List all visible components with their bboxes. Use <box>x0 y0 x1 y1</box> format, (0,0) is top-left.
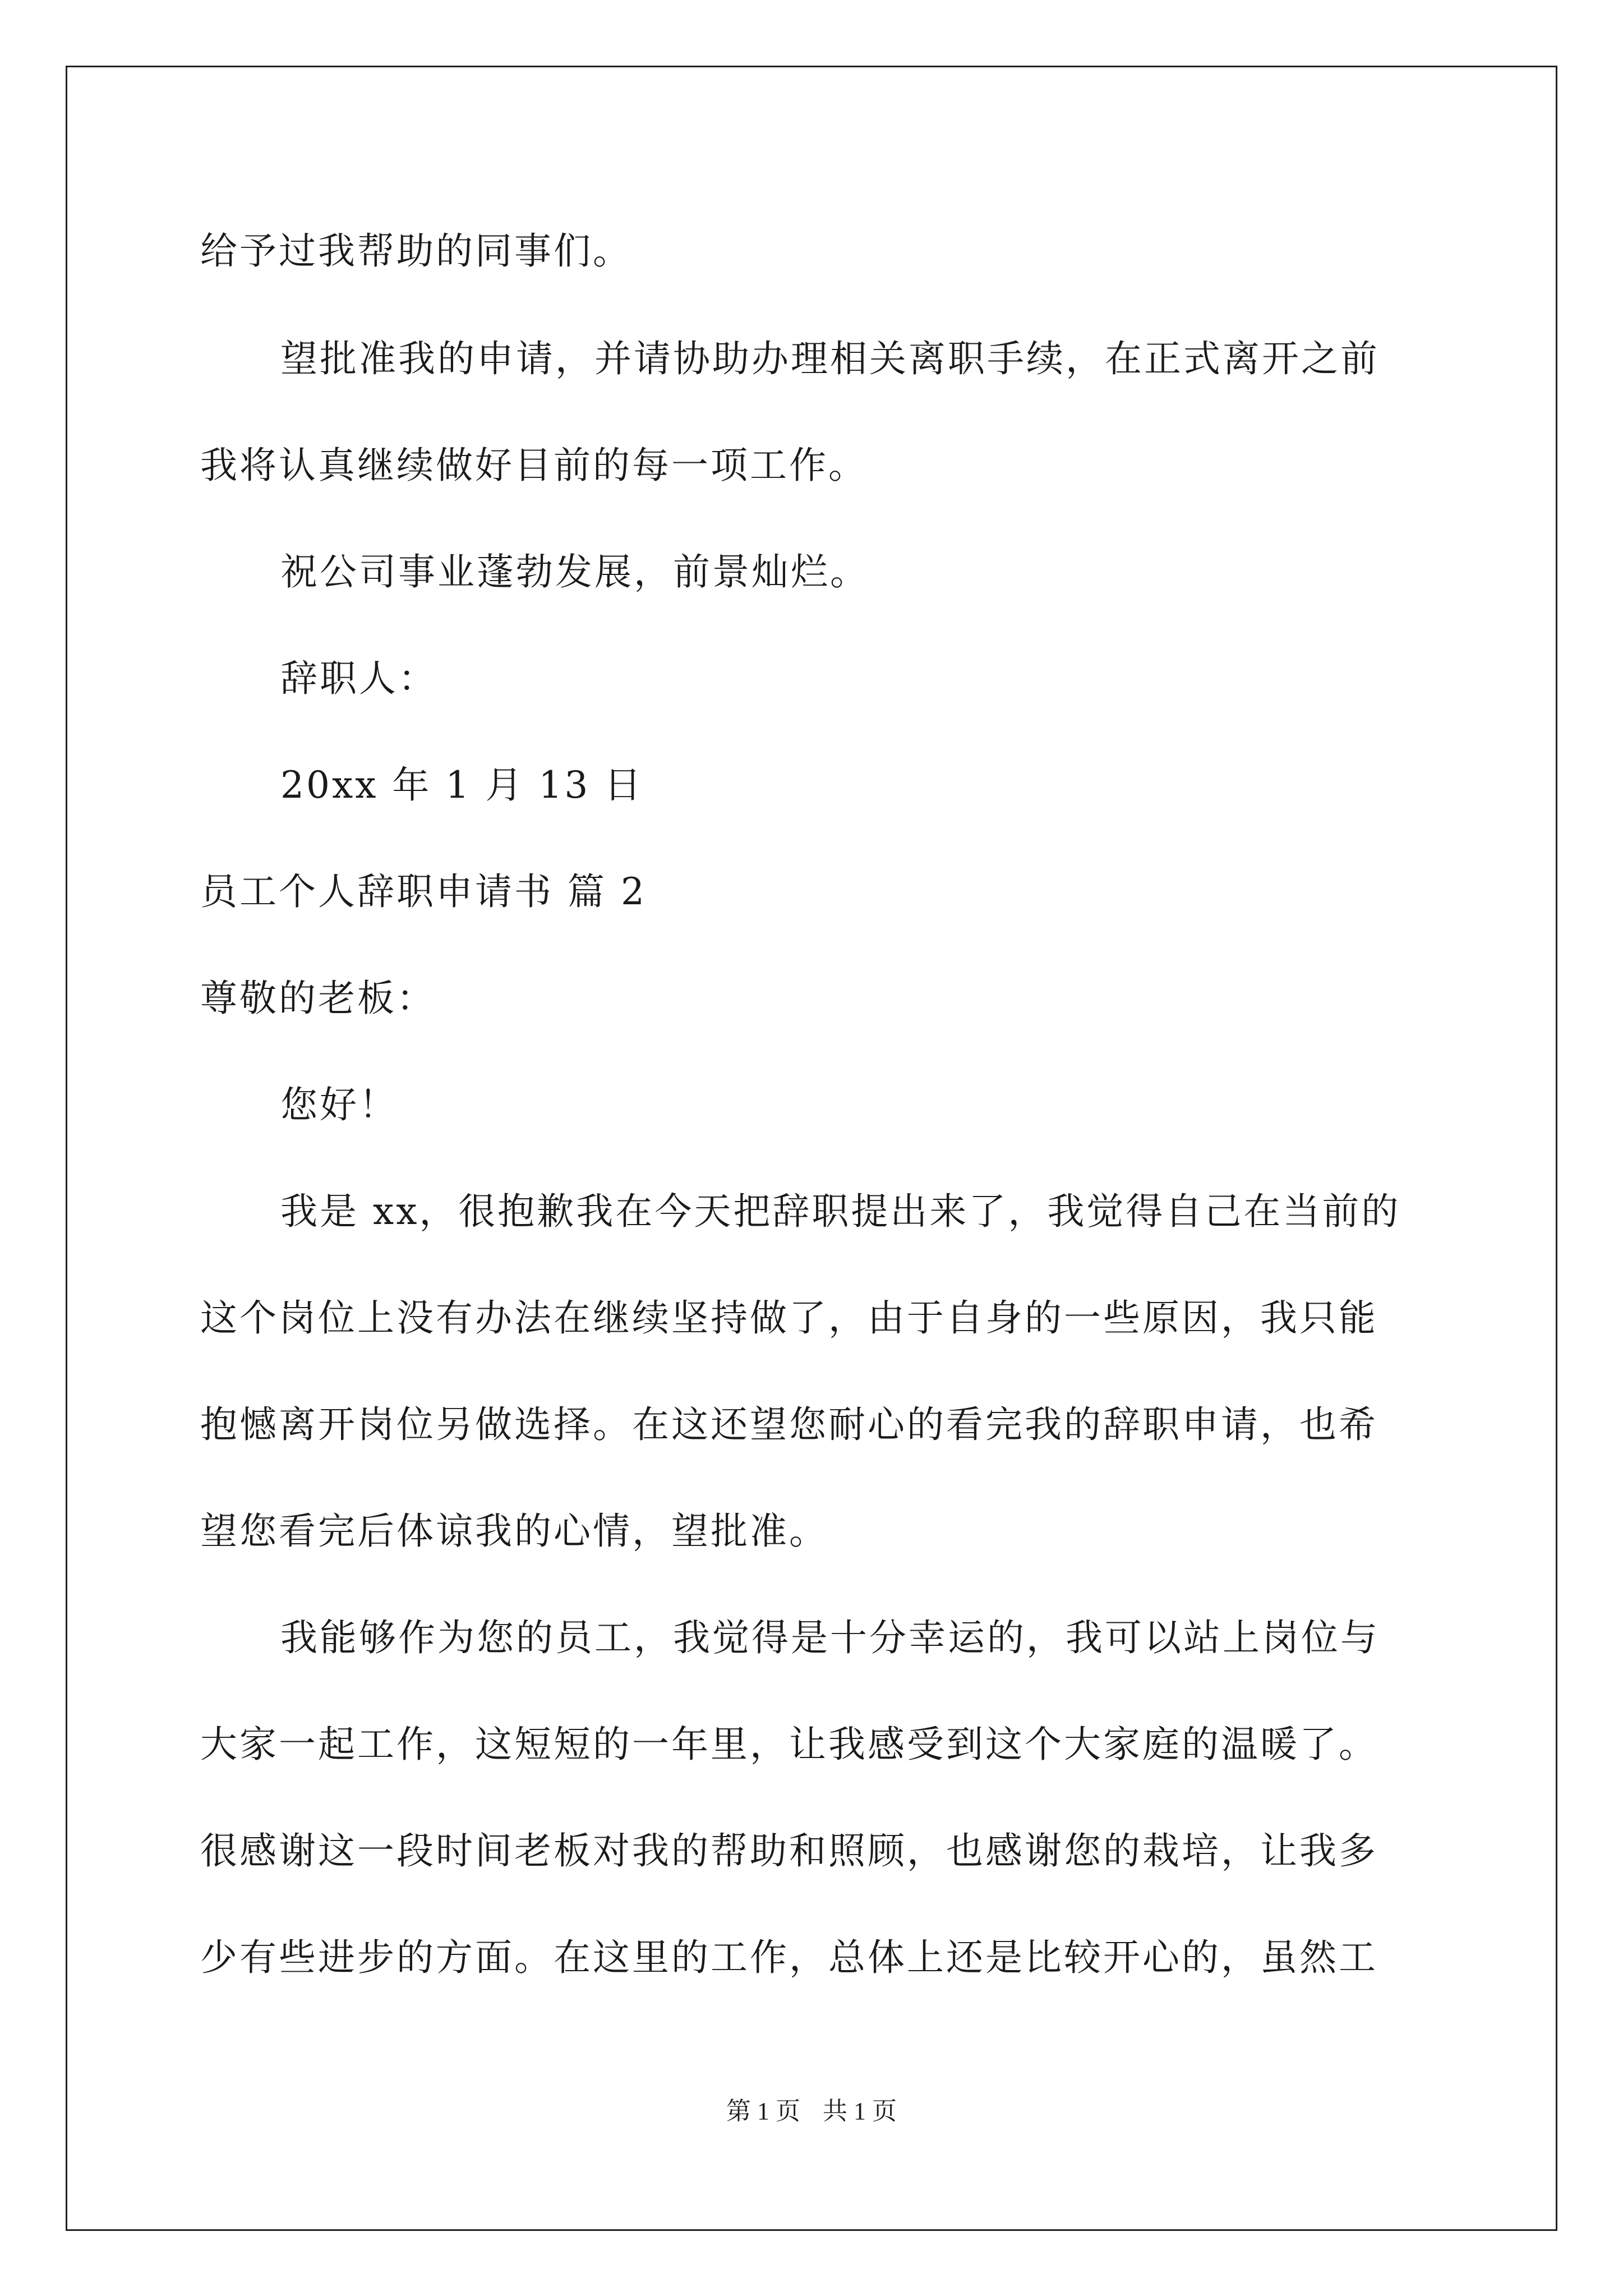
signature-label: 辞职人： <box>280 657 437 700</box>
paragraph-line: 我能够作为您的员工，我觉得是十分幸运的，我可以站上岗位与 <box>280 1616 1380 1659</box>
page-border <box>66 66 1557 2231</box>
paragraph-line: 大家一起工作，这短短的一年里，让我感受到这个大家庭的温暖了。 <box>200 1723 1378 1766</box>
paragraph-line: 望您看完后体谅我的心情，望批准。 <box>200 1510 828 1553</box>
date-line: 20xx 年 1 月 13 日 <box>280 763 644 807</box>
paragraph-line: 给予过我帮助的同事们。 <box>200 229 632 273</box>
page-footer <box>0 2095 1623 2128</box>
salutation: 尊敬的老板： <box>200 977 436 1020</box>
page-total: 共 1 页 <box>823 2097 897 2125</box>
page-number: 第 1 页 <box>726 2097 800 2125</box>
paragraph-line: 我是 xx，很抱歉我在今天把辞职提出来了，我觉得自己在当前的 <box>280 1190 1401 1233</box>
paragraph-line: 祝公司事业蓬勃发展，前景灿烂。 <box>280 550 869 593</box>
greeting: 您好！ <box>280 1083 398 1126</box>
paragraph-line: 我将认真继续做好目前的每一项工作。 <box>200 444 868 487</box>
paragraph-line: 望批准我的申请，并请协助办理相关离职手续，在正式离开之前 <box>280 337 1380 380</box>
paragraph-line: 少有些进步的方面。在这里的工作，总体上还是比较开心的，虽然工 <box>200 1936 1378 1979</box>
paragraph-line: 很感谢这一段时间老板对我的帮助和照顾，也感谢您的栽培，让我多 <box>200 1829 1378 1872</box>
paragraph-line: 这个岗位上没有办法在继续坚持做了，由于自身的一些原因，我只能 <box>200 1296 1378 1340</box>
section-heading: 员工个人辞职申请书 篇 2 <box>200 870 647 913</box>
paragraph-line: 抱憾离开岗位另做选择。在这还望您耐心的看完我的辞职申请，也希 <box>200 1403 1378 1446</box>
